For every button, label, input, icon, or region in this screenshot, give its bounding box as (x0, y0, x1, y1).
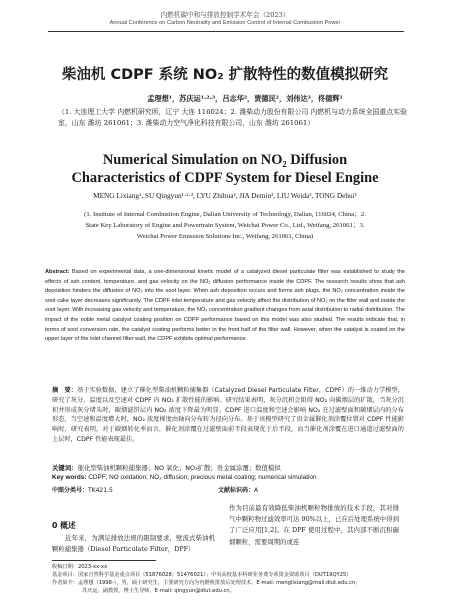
affiliation-en-line3: Weichai Power Emission Solutions Inc., Weifang, 261061, China) (136, 233, 314, 240)
section-heading: 0 概述 (52, 521, 76, 530)
classification-value: TK421.5 (88, 487, 113, 494)
affiliation-en-line2: State Key Laboratory of Engine and Powertrain System, Weichai Power Co., Ltd., Weifang, 261061；3. (85, 222, 365, 229)
abstract-cn-text: 基于实验数据，建立了催化型柴油机颗粒捕集器（Catalyzed Diesel Particulate Filter，CDPF）的一维动力学模型，研究了灰分、温度以及空速对 CDPF 内 NO₂ 扩散性能的影响。研究结果表明，灰分沉积会阻碍 NO₂ 向碳烟层的扩散，当灰分沉积并形成灰分堵头时，碳烟滤饼层内 NO₂ 浓度下降最为明显。CDPF 进口温度和空速会影响 NO₂ 在过滤壁面和碳烟层内的分布形态，当空速和温度增大时，NO₂ 浓度梯度由轴向分布转为径向分布。基于该模型研究了贵金属催化剂涂覆位置对 CDPF 性能影响时，研究表明，对于碳烟转化率而言，催化剂涂覆在过滤壁面前半段表现优于后半段，而当催化剂涂覆在进口通道过滤壁面的上层时，CDPF 性能表现最佳。 (52, 387, 404, 443)
document-code (218, 485, 258, 494)
header-rule (48, 31, 404, 32)
document-code-value: A (254, 487, 259, 494)
footnote-received: 收稿日期：2023-xx-xx (52, 564, 108, 570)
classification-number (52, 485, 113, 494)
title-en (0, 151, 450, 187)
affiliation-en-line1: (1. Institute of Internal Combustion Engine, Dalian University of Technology, Dalian, 116024, China；2. (84, 211, 366, 218)
abstract-en (45, 268, 405, 345)
running-head-cn: 内燃机碳中和与排放控制学术年会（2023） (160, 11, 290, 19)
title-en-line1: Numerical Simulation on NO₂ Diffusion (102, 152, 348, 168)
affiliations-en (0, 209, 450, 242)
abstract-en-label: Abstract: (45, 269, 70, 275)
abstract-en-text: Based on experimental data, a one-dimensional kinetic model of a catalyzed diesel particulate filter was established to study the effects of ash content, temperature, and gas velocity on the NO₂ diffusion performance inside the CDPF. The research results show that ash deposition hinders the diffusion of NO₂ into the soot layer. When ash deposition occurs and forms ash plugs, the NO₂ concentration inside the soot cake layer decreases significantly. The CDPF inlet temperature and gas velocity affect the distribution of NO₂ on the filter wall and inside the soot layer. With increasing gas velocity and temperature, the NO₂ concentration gradient changes from axial distribution to radial distribution. The impact of the noble metal catalyst coating position on CDPF performance based on this model was also studied. The results indicate that, in terms of soot conversion rate, the catalyst coating performs better in the front half of the filter wall. However, when the catalyst is coated on the upper layer of the inlet channel filter wall, the CDPF exhibits optimal performance. (45, 269, 405, 343)
authors-cn: 孟理想¹，苏庆运¹·²·³，吕志华²，贾德民²，刘伟达³，佟德辉¹ (147, 94, 343, 103)
keywords-en (52, 474, 412, 481)
keywords-cn-label: 关键词： (52, 464, 78, 472)
abstract-cn-label: 摘 要： (52, 387, 78, 394)
keywords-en-label: Key words: (52, 474, 87, 481)
footnote-author1: 作者简介：孟理想（1998-），男，硕士研究生，主要研究方向为内燃机排放后处理技术，E-mail: menglixiang@mail.dlut.edu.cn； (52, 580, 361, 586)
footnote-author2: 苏庆运，副教授，博士生导师，E-mail: qingyun@dlut.edu.cn。 (82, 588, 235, 594)
running-head-en: Annual Conference on Carbon Neutrality and Emission Control of Internal Combustion Power (109, 20, 341, 26)
keywords-cn-text: 催化型柴油机颗粒捕集器；NO 氧化；NO₂扩散；贵金属涂覆；数值模拟 (77, 464, 281, 472)
authors-en: MENG Lixiang¹, SU Qingyun¹·²·³, LYU Zhihua², JIA Demin², LIU Weida³, TONG Dehui¹ (93, 191, 357, 200)
footnote-fund: 基金项目：国家自然科学基金重点项目（51876028；51476021）；中央高校基本科研业务费专项资金资助项目（DUT19QY25） (52, 572, 352, 578)
keywords-cn (52, 463, 404, 472)
title-cn: 柴油机 CDPF 系统 NO₂ 扩散特性的数值模拟研究 (61, 67, 389, 83)
classification-label: 中图分类号： (52, 487, 89, 494)
abstract-cn (52, 386, 404, 445)
body-left-text: 近年来，为满足排放法规的限制要求，壁流式柴油机颗粒捕集器（Diesel Particulate Filter，DPF） (52, 534, 215, 554)
keywords-en-text: CDPF; NO oxidation; NO₂ diffusion; precious metal coating; numerical simulation (88, 474, 317, 481)
affiliations-cn: （1. 大连理工大学 内燃机研究所，辽宁 大连 116024；2. 潍柴动力股份有限公司 内燃机与动力系统全国重点实验室，山东 潍坊 261061；3. 潍柴动力空气净化科技有限公司，山东 潍坊 261061） (58, 108, 407, 127)
body-text-left (52, 533, 215, 555)
document-code-label: 文献标识码： (218, 487, 255, 494)
footnote-rule (52, 560, 156, 561)
body-text-right: 作为目前最有效降低柴油机颗粒物排放的技术手段，其对排气中颗粒物过滤效率可达 90%以上，已在后处理系统中得到了广泛应用[1,2]。在 DPF 使用过程中，其内部不断沉积碳烟颗粒，需要周期的或连 (229, 504, 399, 546)
footnote (52, 563, 412, 595)
title-en-line2: Characteristics of CDPF System for Diesel Engine (71, 170, 379, 186)
